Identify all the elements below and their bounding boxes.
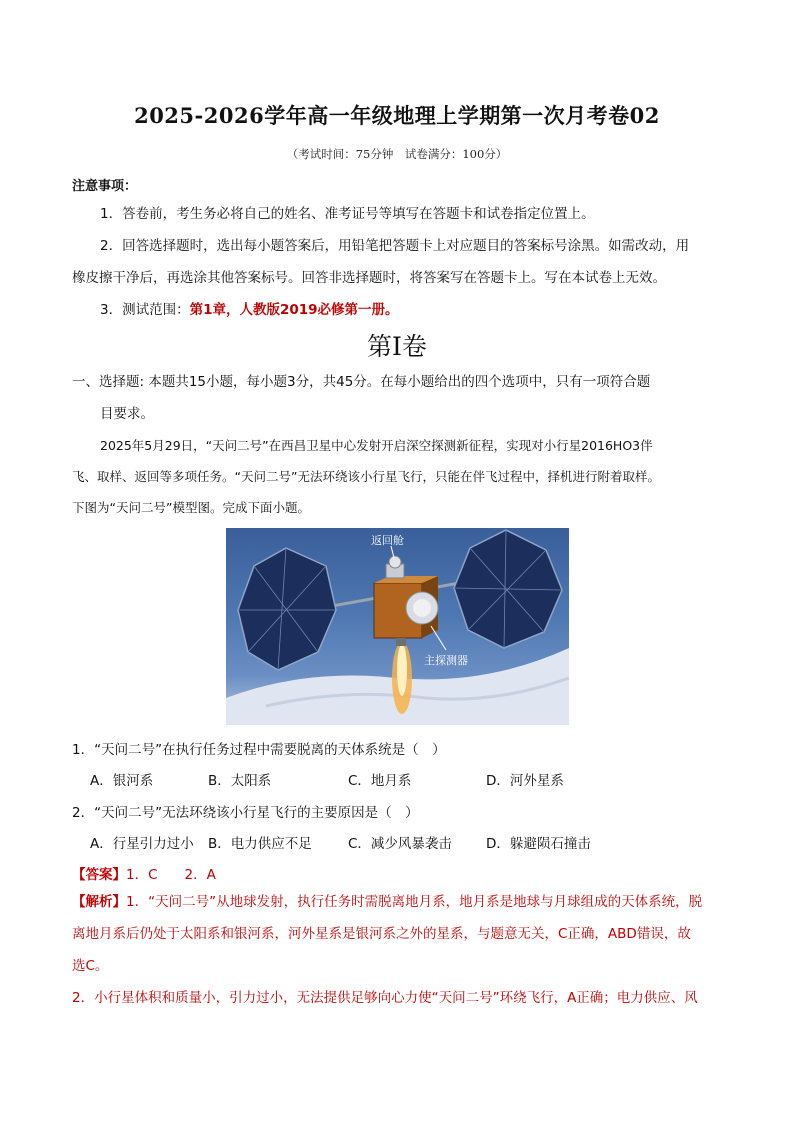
answer-tag: 【答案】 bbox=[72, 867, 126, 883]
analysis-line2: 离地月系后仍处于太阳系和银河系，河外星系是银河系之外的星系，与题意无关，C正确，ABD错误，故 bbox=[72, 926, 691, 942]
exam-info: （考试时间：75分钟 试卷满分：100分） bbox=[286, 147, 508, 161]
notice-item-2-line1: 2．回答选择题时，选出每小题答案后，用铅笔把答题卡上对应题目的答案标号涂黑。如需改动，用 bbox=[100, 238, 690, 254]
question-2-option-d: D．躲避陨石撞击 bbox=[486, 836, 591, 852]
notice-item-1: 1．答卷前，考生务必将自己的姓名、准考证号等填写在答题卡和试卷指定位置上。 bbox=[100, 206, 595, 222]
right-solar-panel bbox=[454, 530, 562, 648]
question-2-option-a: A．行星引力过小 bbox=[90, 836, 194, 852]
question-2-stem: 2．“天问二号”无法环绕该小行星飞行的主要原因是（ ） bbox=[72, 805, 419, 821]
analysis-line1-text: 1．“天问二号”从地球发射，执行任务时需脱离地月系，地月系是地球与月球组成的天体系统，脱 bbox=[126, 894, 703, 910]
notice-heading: 注意事项： bbox=[72, 179, 138, 194]
spacecraft-body bbox=[374, 556, 438, 646]
question-1-option-b: B．太阳系 bbox=[208, 773, 272, 789]
passage-line1: 2025年5月29日，“天问二号”在西昌卫星中心发射开启深空探测新征程，实现对小行星2016HO3伴 bbox=[100, 438, 653, 453]
question-2-option-c: C．减少风暴袭击 bbox=[348, 836, 452, 852]
page-title: 2025-2026学年高一年级地理上学期第一次月考卷02 bbox=[134, 103, 660, 128]
analysis-line4: 2．小行星体积和质量小，引力过小，无法提供足够向心力使“天问二号”环绕飞行，A正确；电力供应、风 bbox=[72, 990, 698, 1006]
answer-text: 1．C 2．A bbox=[126, 867, 216, 883]
analysis-line1 bbox=[72, 886, 722, 918]
label-return-capsule: 返回舱 bbox=[371, 534, 404, 547]
section-instruction-line1: 一、选择题: 本题共15小题，每小题3分，共45分。在每小题给出的四个选项中，只有一项符合题 bbox=[72, 374, 651, 390]
engine-plume bbox=[392, 642, 412, 714]
analysis-line3: 选C。 bbox=[72, 958, 109, 974]
notice-item-3 bbox=[100, 294, 399, 326]
question-2-option-b: B．电力供应不足 bbox=[208, 836, 312, 852]
label-main-probe: 主探测器 bbox=[424, 654, 468, 667]
question-1-option-a: A．银河系 bbox=[90, 773, 154, 789]
notice-item-3-prefix: 3．测试范围： bbox=[100, 302, 190, 318]
analysis-tag: 【解析】 bbox=[72, 894, 126, 910]
left-solar-panel bbox=[238, 548, 336, 670]
notice-item-2-line2: 橡皮擦干净后，再选涂其他答案标号。回答非选择题时，将答案写在答题卡上。写在本试卷上无效。 bbox=[72, 270, 666, 286]
question-1-option-c: C．地月系 bbox=[348, 773, 412, 789]
passage-line3: 下图为“天问二号”模型图。完成下面小题。 bbox=[72, 500, 310, 515]
section-title: 第Ⅰ卷 bbox=[367, 332, 427, 361]
answer-block bbox=[72, 863, 216, 883]
test-scope: 第1章，人教版2019必修第一册。 bbox=[189, 302, 399, 318]
passage-line2: 飞、取样、返回等多项任务。“天问二号”无法环绕该小行星飞行，只能在伴飞过程中，择机进行附着取样。 bbox=[72, 469, 660, 484]
section-instruction-line2: 目要求。 bbox=[100, 406, 154, 422]
spacecraft-figure bbox=[226, 528, 569, 725]
spacecraft-illustration bbox=[226, 528, 569, 725]
question-1-option-d: D．河外星系 bbox=[486, 773, 564, 789]
question-1-stem: 1．“天问二号”在执行任务过程中需要脱离的天体系统是（ ） bbox=[72, 742, 446, 758]
